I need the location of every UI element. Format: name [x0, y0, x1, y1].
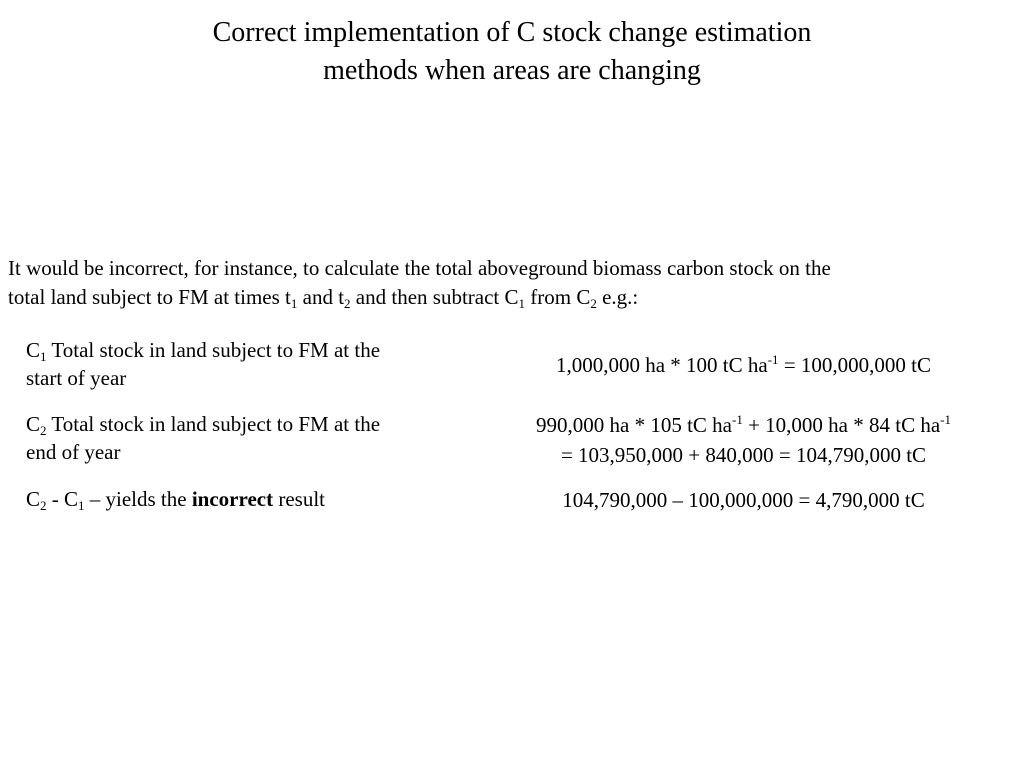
- title-line-1: Correct implementation of C stock change estimation: [212, 17, 812, 48]
- row-difference-label: $C_2 - C_1$ – yields the incorrect result: [26, 487, 325, 513]
- intro-paragraph: [8, 254, 1020, 312]
- row-difference-formula: 104,790,000 – 100,000,000 = 4,790,000 tC: [562, 488, 925, 512]
- slide-title: [0, 14, 1024, 90]
- intro-line-2: total land subject to FM at times $t_1$ and $t_2$ and then subtract $C_1$ from $C_2$ e.g.:: [8, 285, 639, 311]
- row-c2-formula: 990,000 ha * 105 tC $ha^{-1} + 10,000$ ha * 84 tC $ha^{-1}$ = 103,950,000 + 840,000 = 104,790,000 tC: [536, 412, 951, 467]
- row-c2-label: $C_2$ Total stock in land subject to FM at the end of year: [26, 412, 381, 464]
- title-line-2: methods when areas are changing: [323, 55, 701, 86]
- intro-line-1: It would be incorrect, for instance, to calculate the total aboveground biomass carbon stock on the: [8, 256, 831, 280]
- row-c1-formula: 1,000,000 ha * 100 tC $ha^{-1} = 100,000,000$ tC: [555, 352, 931, 377]
- row-c1-label: $C_1$ Total stock in land subject to FM at the start of year: [26, 338, 381, 390]
